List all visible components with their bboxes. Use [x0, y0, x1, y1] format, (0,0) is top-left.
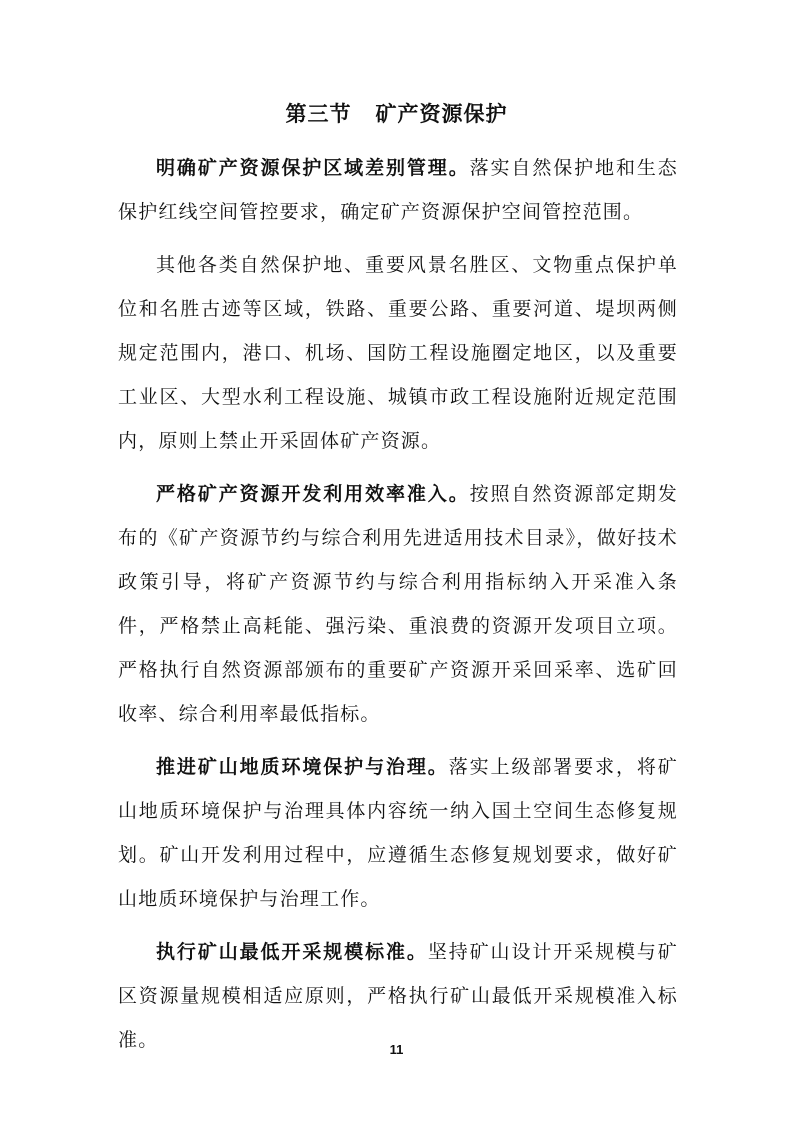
paragraph-efficiency-access — [118, 472, 678, 736]
paragraph-mine-environment — [118, 745, 678, 921]
section-number: 第三节 — [285, 101, 352, 126]
paragraph-text: 坚持矿山设计开采规模与矿区资源量规模相适应原则，严格执行矿山最低开采规模准入标准。 — [118, 941, 678, 1051]
paragraph-lead: 明确矿产资源保护区域差别管理。 — [156, 157, 470, 179]
paragraph-text: 其他各类自然保护地、重要风景名胜区、文物重点保护单位和名胜古迹等区域，铁路、重要公路、重要河道、堤坝两侧规定范围内，港口、机场、国防工程设施圈定地区，以及重要工业区、大型水利工程设施、城镇市政工程设施附近规定范围内，原则上禁止开采固体矿产资源。 — [118, 254, 678, 452]
paragraph-lead: 推进矿山地质环境保护与治理。 — [156, 756, 449, 778]
paragraph-text: 按照自然资源部定期发布的《矿产资源节约与综合利用先进适用技术目录》，做好技术政策引导，将矿产资源节约与综合利用指标纳入开采准入条件，严格禁止高耗能、强污染、重浪费的资源开发项目立项。严格执行自然资源部颁布的重要矿产资源开采回采率、选矿回收率、综合利用率最低指标。 — [118, 483, 678, 725]
paragraph-lead: 严格矿产资源开发利用效率准入。 — [156, 483, 470, 505]
page-number: 11 — [389, 1042, 404, 1057]
paragraph-prohibited-areas — [118, 243, 678, 463]
section-title: 矿产资源保护 — [375, 101, 508, 126]
section-heading — [0, 98, 793, 128]
body-text — [118, 146, 678, 1062]
paragraph-lead: 执行矿山最低开采规模标准。 — [156, 941, 428, 963]
paragraph-text: 落实自然保护地和生态保护红线空间管控要求，确定矿产资源保护空间管控范围。 — [118, 157, 678, 223]
paragraph-text: 落实上级部署要求，将矿山地质环境保护与治理具体内容统一纳入国土空间生态修复规划。矿山开发利用过程中，应遵循生态修复规划要求，做好矿山地质环境保护与治理工作。 — [118, 756, 678, 910]
paragraph-protection-zones — [118, 146, 678, 234]
